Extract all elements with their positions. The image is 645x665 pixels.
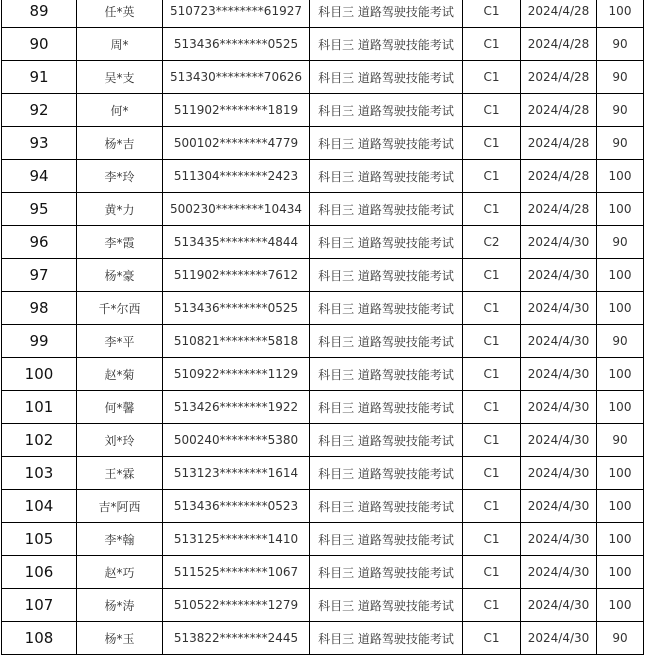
- exam-date-cell: 2024/4/30: [521, 259, 597, 292]
- name-cell: 杨*玉: [77, 622, 163, 655]
- exam-subject-cell: 科目三 道路驾驶技能考试: [310, 490, 463, 523]
- exam-date-cell: 2024/4/28: [521, 28, 597, 61]
- id-number-cell: 513426********1922: [163, 391, 310, 424]
- row-number-cell: 107: [2, 589, 77, 622]
- exam-subject-cell: 科目三 道路驾驶技能考试: [310, 325, 463, 358]
- exam-subject-cell: 科目三 道路驾驶技能考试: [310, 226, 463, 259]
- row-number-cell: 99: [2, 325, 77, 358]
- exam-subject-cell: 科目三 道路驾驶技能考试: [310, 556, 463, 589]
- name-cell: 吴*支: [77, 61, 163, 94]
- score-cell: 90: [597, 28, 644, 61]
- score-cell: 100: [597, 523, 644, 556]
- table-row: [2, 94, 644, 127]
- score-cell: 100: [597, 160, 644, 193]
- score-cell: 100: [597, 391, 644, 424]
- exam-date-cell: 2024/4/30: [521, 358, 597, 391]
- row-number-cell: 94: [2, 160, 77, 193]
- row-number-cell: 103: [2, 457, 77, 490]
- table-row: [2, 61, 644, 94]
- row-number-cell: 102: [2, 424, 77, 457]
- id-number-cell: 513123********1614: [163, 457, 310, 490]
- table-row: [2, 457, 644, 490]
- name-cell: 杨*豪: [77, 259, 163, 292]
- license-class-cell: C1: [463, 0, 521, 28]
- name-cell: 李*霞: [77, 226, 163, 259]
- row-number-cell: 90: [2, 28, 77, 61]
- name-cell: 赵*巧: [77, 556, 163, 589]
- name-cell: 杨*吉: [77, 127, 163, 160]
- row-number-cell: 108: [2, 622, 77, 655]
- name-cell: 李*翰: [77, 523, 163, 556]
- table-row: [2, 0, 644, 28]
- exam-results-table: [1, 0, 644, 655]
- license-class-cell: C1: [463, 292, 521, 325]
- table-row: [2, 589, 644, 622]
- exam-date-cell: 2024/4/30: [521, 457, 597, 490]
- table-row: [2, 193, 644, 226]
- id-number-cell: 511304********2423: [163, 160, 310, 193]
- table-row: [2, 391, 644, 424]
- score-cell: 100: [597, 193, 644, 226]
- id-number-cell: 510922********1129: [163, 358, 310, 391]
- table-row: [2, 325, 644, 358]
- id-number-cell: 513436********0525: [163, 292, 310, 325]
- license-class-cell: C1: [463, 259, 521, 292]
- table-row: [2, 424, 644, 457]
- id-number-cell: 513436********0525: [163, 28, 310, 61]
- table-row: [2, 127, 644, 160]
- score-cell: 90: [597, 325, 644, 358]
- exam-subject-cell: 科目三 道路驾驶技能考试: [310, 391, 463, 424]
- exam-date-cell: 2024/4/28: [521, 94, 597, 127]
- table-row: [2, 622, 644, 655]
- name-cell: 刘*玲: [77, 424, 163, 457]
- exam-subject-cell: 科目三 道路驾驶技能考试: [310, 193, 463, 226]
- exam-date-cell: 2024/4/30: [521, 292, 597, 325]
- exam-date-cell: 2024/4/28: [521, 61, 597, 94]
- license-class-cell: C1: [463, 358, 521, 391]
- exam-date-cell: 2024/4/28: [521, 0, 597, 28]
- license-class-cell: C1: [463, 523, 521, 556]
- exam-subject-cell: 科目三 道路驾驶技能考试: [310, 0, 463, 28]
- name-cell: 任*英: [77, 0, 163, 28]
- table-body: [2, 0, 644, 655]
- row-number-cell: 105: [2, 523, 77, 556]
- license-class-cell: C1: [463, 61, 521, 94]
- row-number-cell: 97: [2, 259, 77, 292]
- row-number-cell: 91: [2, 61, 77, 94]
- exam-date-cell: 2024/4/30: [521, 523, 597, 556]
- exam-date-cell: 2024/4/30: [521, 226, 597, 259]
- exam-date-cell: 2024/4/30: [521, 391, 597, 424]
- exam-subject-cell: 科目三 道路驾驶技能考试: [310, 523, 463, 556]
- license-class-cell: C1: [463, 28, 521, 61]
- exam-date-cell: 2024/4/30: [521, 424, 597, 457]
- id-number-cell: 500240********5380: [163, 424, 310, 457]
- table-row: [2, 556, 644, 589]
- name-cell: 何*: [77, 94, 163, 127]
- row-number-cell: 92: [2, 94, 77, 127]
- license-class-cell: C1: [463, 325, 521, 358]
- id-number-cell: 511525********1067: [163, 556, 310, 589]
- score-cell: 90: [597, 94, 644, 127]
- exam-date-cell: 2024/4/30: [521, 589, 597, 622]
- name-cell: 黄*力: [77, 193, 163, 226]
- score-cell: 100: [597, 0, 644, 28]
- exam-subject-cell: 科目三 道路驾驶技能考试: [310, 259, 463, 292]
- exam-subject-cell: 科目三 道路驾驶技能考试: [310, 94, 463, 127]
- name-cell: 吉*阿西: [77, 490, 163, 523]
- row-number-cell: 101: [2, 391, 77, 424]
- table-row: [2, 28, 644, 61]
- exam-subject-cell: 科目三 道路驾驶技能考试: [310, 589, 463, 622]
- exam-date-cell: 2024/4/30: [521, 622, 597, 655]
- exam-subject-cell: 科目三 道路驾驶技能考试: [310, 28, 463, 61]
- id-number-cell: 513822********2445: [163, 622, 310, 655]
- name-cell: 千*尔西: [77, 292, 163, 325]
- score-cell: 90: [597, 424, 644, 457]
- license-class-cell: C1: [463, 193, 521, 226]
- id-number-cell: 500102********4779: [163, 127, 310, 160]
- exam-subject-cell: 科目三 道路驾驶技能考试: [310, 61, 463, 94]
- exam-date-cell: 2024/4/30: [521, 325, 597, 358]
- exam-date-cell: 2024/4/30: [521, 556, 597, 589]
- score-cell: 90: [597, 61, 644, 94]
- score-cell: 100: [597, 259, 644, 292]
- exam-date-cell: 2024/4/28: [521, 127, 597, 160]
- id-number-cell: 510522********1279: [163, 589, 310, 622]
- name-cell: 李*平: [77, 325, 163, 358]
- license-class-cell: C1: [463, 127, 521, 160]
- license-class-cell: C1: [463, 94, 521, 127]
- row-number-cell: 106: [2, 556, 77, 589]
- license-class-cell: C1: [463, 556, 521, 589]
- exam-subject-cell: 科目三 道路驾驶技能考试: [310, 457, 463, 490]
- name-cell: 何*馨: [77, 391, 163, 424]
- row-number-cell: 100: [2, 358, 77, 391]
- license-class-cell: C1: [463, 622, 521, 655]
- row-number-cell: 98: [2, 292, 77, 325]
- name-cell: 赵*菊: [77, 358, 163, 391]
- row-number-cell: 89: [2, 0, 77, 28]
- score-cell: 100: [597, 358, 644, 391]
- license-class-cell: C1: [463, 391, 521, 424]
- id-number-cell: 510723********61927: [163, 0, 310, 28]
- exam-date-cell: 2024/4/28: [521, 193, 597, 226]
- license-class-cell: C2: [463, 226, 521, 259]
- id-number-cell: 511902********7612: [163, 259, 310, 292]
- name-cell: 李*玲: [77, 160, 163, 193]
- score-cell: 90: [597, 226, 644, 259]
- id-number-cell: 513436********0523: [163, 490, 310, 523]
- score-cell: 100: [597, 589, 644, 622]
- id-number-cell: 500230********10434: [163, 193, 310, 226]
- score-cell: 90: [597, 127, 644, 160]
- score-cell: 100: [597, 292, 644, 325]
- license-class-cell: C1: [463, 589, 521, 622]
- exam-date-cell: 2024/4/28: [521, 160, 597, 193]
- table-row: [2, 160, 644, 193]
- id-number-cell: 513430********70626: [163, 61, 310, 94]
- license-class-cell: C1: [463, 160, 521, 193]
- row-number-cell: 95: [2, 193, 77, 226]
- exam-subject-cell: 科目三 道路驾驶技能考试: [310, 358, 463, 391]
- license-class-cell: C1: [463, 424, 521, 457]
- row-number-cell: 93: [2, 127, 77, 160]
- exam-subject-cell: 科目三 道路驾驶技能考试: [310, 622, 463, 655]
- row-number-cell: 96: [2, 226, 77, 259]
- exam-subject-cell: 科目三 道路驾驶技能考试: [310, 160, 463, 193]
- name-cell: 杨*涛: [77, 589, 163, 622]
- exam-date-cell: 2024/4/30: [521, 490, 597, 523]
- id-number-cell: 511902********1819: [163, 94, 310, 127]
- id-number-cell: 513125********1410: [163, 523, 310, 556]
- id-number-cell: 510821********5818: [163, 325, 310, 358]
- table-row: [2, 226, 644, 259]
- exam-subject-cell: 科目三 道路驾驶技能考试: [310, 127, 463, 160]
- table-row: [2, 358, 644, 391]
- table-row: [2, 490, 644, 523]
- name-cell: 周*: [77, 28, 163, 61]
- score-cell: 100: [597, 556, 644, 589]
- row-number-cell: 104: [2, 490, 77, 523]
- score-cell: 90: [597, 622, 644, 655]
- exam-subject-cell: 科目三 道路驾驶技能考试: [310, 424, 463, 457]
- table-row: [2, 292, 644, 325]
- id-number-cell: 513435********4844: [163, 226, 310, 259]
- score-cell: 100: [597, 490, 644, 523]
- license-class-cell: C1: [463, 490, 521, 523]
- table-row: [2, 259, 644, 292]
- name-cell: 王*霖: [77, 457, 163, 490]
- table-row: [2, 523, 644, 556]
- license-class-cell: C1: [463, 457, 521, 490]
- score-cell: 100: [597, 457, 644, 490]
- exam-subject-cell: 科目三 道路驾驶技能考试: [310, 292, 463, 325]
